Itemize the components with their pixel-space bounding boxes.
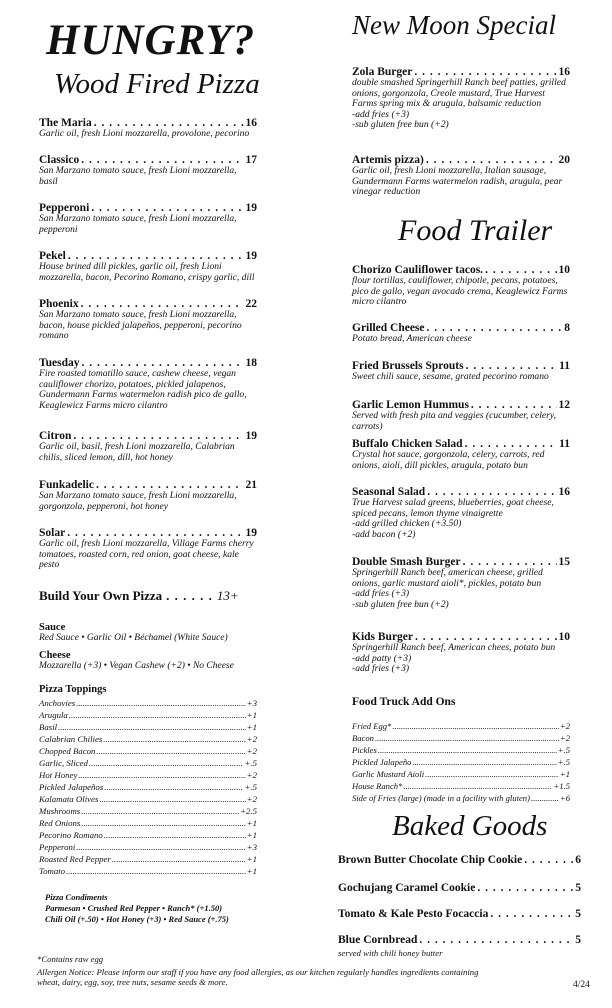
menu-item [39, 154, 257, 187]
addon-row [352, 733, 570, 743]
addon-row [352, 745, 570, 755]
allergen-notice-line-2: wheat, dairy, egg, soy, tree nuts, sesame seeds & more. [37, 977, 228, 987]
item-name: Garlic Lemon Hummus [352, 399, 469, 411]
topping-name: Pepperoni [39, 842, 76, 852]
item-price: 16 [245, 117, 257, 129]
topping-row [39, 842, 257, 852]
topping-price: +1 [246, 830, 257, 840]
topping-name: Mushrooms [39, 806, 81, 816]
topping-row [39, 698, 257, 708]
topping-row [39, 854, 257, 864]
topping-row [39, 758, 257, 768]
item-price: 5 [575, 908, 581, 920]
menu-item [39, 202, 257, 235]
item-extra: -add fries (+3) [352, 663, 410, 675]
topping-row [39, 830, 257, 840]
baked-item [338, 882, 581, 894]
menu-item [39, 479, 257, 512]
topping-row [39, 722, 257, 732]
menu-item [352, 438, 570, 471]
item-name: Gochujang Caramel Cookie [338, 882, 476, 894]
topping-price: +1 [246, 866, 257, 876]
menu-item [39, 527, 257, 571]
baked-item [338, 934, 581, 946]
topping-price: +.5 [244, 782, 257, 792]
topping-price: +2.5 [240, 806, 257, 816]
topping-name: Arugula [39, 710, 68, 720]
item-price: 16 [558, 66, 570, 78]
item-name: Classico [39, 154, 80, 166]
addon-row [352, 769, 570, 779]
page-title: HUNGRY? [46, 17, 256, 64]
topping-name: Pickled Jalapeños [39, 782, 104, 792]
item-description: True Harvest salad greens, blueberries, goat cheese, spiced pecans, lemon thyme vinaigrette [352, 497, 554, 519]
item-price: 16 [558, 486, 570, 498]
item-description: Potato bread, American cheese [352, 333, 472, 344]
addon-name: Fried Egg* [352, 721, 392, 731]
topping-name: Pecorino Romano [39, 830, 103, 840]
sauce-heading: Sauce [39, 622, 66, 633]
item-description: flour tortillas, cauliflower, chipotle, pecans, potatoes, pico de gallo, vegan avocado crema, Keaglewicz Farms micro cilantro [352, 275, 568, 308]
cheese-heading: Cheese [39, 650, 71, 661]
item-price: 11 [559, 438, 570, 450]
topping-price: +1 [246, 818, 257, 828]
item-description: Sweet chili sauce, sesame, grated pecorino romano [352, 371, 549, 382]
addon-price: +.5 [557, 757, 570, 767]
addon-row [352, 793, 570, 803]
item-name: The Maria [39, 117, 92, 129]
topping-row [39, 782, 257, 792]
item-price: 10 [558, 631, 570, 643]
item-name: Tomato & Kale Pesto Focaccia [338, 908, 489, 920]
menu-item [352, 154, 570, 198]
topping-row [39, 794, 257, 804]
topping-name: Garlic, Sliced [39, 758, 88, 768]
item-extra: -add patty (+3) [352, 652, 412, 664]
item-name: Artemis pizza) [352, 154, 424, 166]
topping-name: Basil [39, 722, 58, 732]
item-description: San Marzano tomato sauce, fresh Lioni mozzarella, gorgonzola, pepperoni, hot honey [39, 490, 237, 512]
topping-row [39, 866, 257, 876]
item-name: Pekel [39, 250, 66, 262]
section-heading-baked-goods: Baked Goods [392, 810, 548, 842]
item-price: 15 [558, 556, 570, 568]
item-name: Solar [39, 527, 66, 539]
item-extra: -sub gluten free bun (+2) [352, 598, 449, 610]
item-price: 19 [245, 202, 257, 214]
item-name: Grilled Cheese [352, 322, 425, 334]
addon-name: Pickles [352, 745, 377, 755]
addon-name: Bacon [352, 733, 374, 743]
condiments-heading: Pizza Condiments [45, 892, 108, 902]
addon-name: Pickled Jalapeño [352, 757, 412, 767]
byo-dots: . . . . . . [166, 588, 213, 603]
item-description: Garlic oil, fresh Lioni mozzarella, Italian sausage, Gundermann Farms watermelon radish, arugula, pear vinegar reduction [352, 165, 563, 198]
item-description: Fire roasted tomatillo sauce, cashew cheese, vegan cauliflower chorizo, potatoes, pickled jalapenos, Gundermann Farms watermelon radish pico de gallo, Keaglewicz Farms micro cilantro [39, 368, 247, 411]
menu-item [352, 322, 570, 345]
item-price: 6 [575, 854, 581, 866]
item-price: 17 [245, 154, 257, 166]
topping-name: Red Onions [39, 818, 81, 828]
page-number: 4/24 [573, 980, 590, 990]
toppings-heading: Pizza Toppings [39, 684, 107, 695]
addon-row [352, 757, 570, 767]
topping-price: +.5 [244, 758, 257, 768]
topping-price: +1 [246, 722, 257, 732]
item-description: House brined dill pickles, garlic oil, fresh Lioni mozzarella, bacon, Pecorino Romano, crispy garlic, dill [39, 261, 255, 283]
cheese-options: Mozzarella (+3) • Vegan Cashew (+2) • No Cheese [39, 661, 234, 671]
item-price: 12 [558, 399, 570, 411]
menu-item [352, 399, 570, 432]
topping-price: +3 [246, 842, 257, 852]
menu-item [39, 117, 257, 140]
topping-price: +1 [246, 854, 257, 864]
item-price: 5 [575, 934, 581, 946]
item-name: Funkadelic [39, 479, 94, 491]
item-description: served with chili honey butter [338, 948, 443, 958]
section-heading-wood-fired-pizza: Wood Fired Pizza [54, 68, 260, 100]
item-name: Double Smash Burger [352, 556, 461, 568]
menu-item [352, 66, 570, 131]
addon-name: Side of Fries (large) (made in a facility with gluten) [352, 793, 530, 803]
item-description: double smashed Springerhill Ranch beef patties, grilled onions, gorgonzola, Creole mustard, True Harvest Farms spring mix & arugula, balsamic reduction [352, 77, 566, 110]
byo-price: 13+ [216, 588, 239, 603]
item-price: 8 [564, 322, 570, 334]
item-price: 5 [575, 882, 581, 894]
topping-row [39, 746, 257, 756]
addons-heading: Food Truck Add Ons [352, 696, 456, 708]
topping-row [39, 806, 257, 816]
item-price: 19 [245, 250, 257, 262]
item-name: Kids Burger [352, 631, 414, 643]
topping-name: Hot Honey [39, 770, 78, 780]
baked-item [338, 908, 581, 920]
topping-row [39, 770, 257, 780]
menu-item [352, 556, 570, 610]
addon-price: +2 [559, 733, 570, 743]
item-description: Garlic oil, fresh Lioni mozzarella, Village Farms cherry tomatoes, roasted corn, red onion, goat cheese, kale pesto [39, 538, 254, 571]
build-your-own-heading [39, 588, 257, 604]
menu-item [352, 264, 570, 308]
topping-price: +2 [246, 794, 257, 804]
addon-price: +.5 [557, 745, 570, 755]
topping-name: Anchovies [39, 698, 76, 708]
item-name: Blue Cornbread [338, 934, 418, 946]
addon-price: +1 [559, 769, 570, 779]
item-extra: -sub gluten free bun (+2) [352, 119, 449, 131]
item-name: Buffalo Chicken Salad [352, 438, 463, 450]
menu-item [39, 357, 257, 411]
item-extra: -add grilled chicken (+3.50) [352, 518, 462, 530]
condiments-line-1: Parmesan • Crushed Red Pepper • Ranch* (+1.50) [45, 903, 223, 913]
addon-name: Garlic Mustard Aioli [352, 769, 425, 779]
topping-name: Tomato [39, 866, 66, 876]
topping-name: Roasted Red Pepper [39, 854, 111, 864]
menu-item [39, 298, 257, 342]
menu-item [352, 360, 570, 383]
item-name: Seasonal Salad [352, 486, 426, 498]
item-description: Crystal hot sauce, gorgonzola, celery, carrots, red onions, aioli, dill pickles, arugula, potato bun [352, 449, 545, 471]
item-price: 10 [558, 264, 570, 276]
baked-item [338, 854, 581, 866]
menu-item [352, 631, 570, 675]
item-extra: -add fries (+3) [352, 108, 410, 120]
topping-row [39, 710, 257, 720]
menu-item [352, 486, 570, 540]
item-price: 11 [559, 360, 570, 372]
topping-name: Chopped Bacon [39, 746, 96, 756]
addon-price: +2 [559, 721, 570, 731]
addon-price: +1.5 [553, 781, 570, 791]
addon-row [352, 781, 570, 791]
sauce-options: Red Sauce • Garlic Oil • Béchamel (White Sauce) [39, 633, 228, 643]
item-name: Fried Brussels Sprouts [352, 360, 464, 372]
item-name: Chorizo Cauliflower tacos. [352, 264, 484, 276]
topping-name: Calabrian Chilies [39, 734, 103, 744]
item-description: San Marzano tomato sauce, fresh Lioni mozzarella, pepperoni [39, 213, 237, 235]
item-price: 21 [245, 479, 257, 491]
item-price: 20 [558, 154, 570, 166]
item-description: Served with fresh pita and veggies (cucumber, celery, carrots) [352, 410, 556, 432]
item-description: Springerhill Ranch beef, american cheese, grilled onions, garlic mustard aioli*, pickles, potato bun [352, 567, 543, 589]
topping-price: +1 [246, 710, 257, 720]
item-price: 19 [245, 430, 257, 442]
item-name: Brown Butter Chocolate Chip Cookie [338, 854, 523, 866]
topping-name: Kalamata Olives [39, 794, 99, 804]
item-name: Pepperoni [39, 202, 90, 214]
topping-row [39, 734, 257, 744]
byo-title: Build Your Own Pizza [39, 588, 163, 603]
topping-price: +2 [246, 770, 257, 780]
topping-price: +2 [246, 746, 257, 756]
condiments-line-2: Chili Oil (+.50) • Hot Honey (+3) • Red Sauce (+.75) [45, 914, 229, 924]
section-heading-food-trailer: Food Trailer [398, 214, 553, 247]
menu-item [39, 250, 257, 283]
item-name: Tuesday [39, 357, 80, 369]
item-description: Garlic oil, fresh Lioni mozzarella, provolone, pecorino [39, 128, 250, 139]
item-name: Citron [39, 430, 72, 442]
item-extra: -add fries (+3) [352, 588, 410, 600]
item-name: Zola Burger [352, 66, 413, 78]
addon-price: +6 [559, 793, 570, 803]
item-extra: -add bacon (+2) [352, 528, 416, 540]
addon-name: House Ranch* [352, 781, 403, 791]
addon-row [352, 721, 570, 731]
menu-item [39, 430, 257, 463]
topping-price: +3 [246, 698, 257, 708]
topping-price: +2 [246, 734, 257, 744]
item-price: 22 [245, 298, 257, 310]
section-heading-new-moon-special: New Moon Special [352, 10, 556, 40]
item-description: San Marzano tomato sauce, fresh Lioni mozzarella, basil [39, 165, 237, 187]
raw-egg-note: *Contains raw egg [37, 954, 104, 964]
topping-row [39, 818, 257, 828]
item-price: 19 [245, 527, 257, 539]
item-description: Garlic oil, basil, fresh Lioni mozzarella, Calabrian chilis, sliced lemon, dill, hot honey [39, 441, 235, 463]
item-price: 18 [245, 357, 257, 369]
item-description: Springerhill Ranch beef, American chees, potato bun [352, 642, 556, 653]
item-name: Phoenix [39, 298, 79, 310]
allergen-notice-line-1: Allergen Notice: Please inform our staff if you have any food allergies, as our kitchen regularly handles ingredients containing [37, 967, 479, 977]
item-description: San Marzano tomato sauce, fresh Lioni mozzarella, bacon, house pickled jalapeños, pepperoni, pecorino romano [39, 309, 242, 342]
